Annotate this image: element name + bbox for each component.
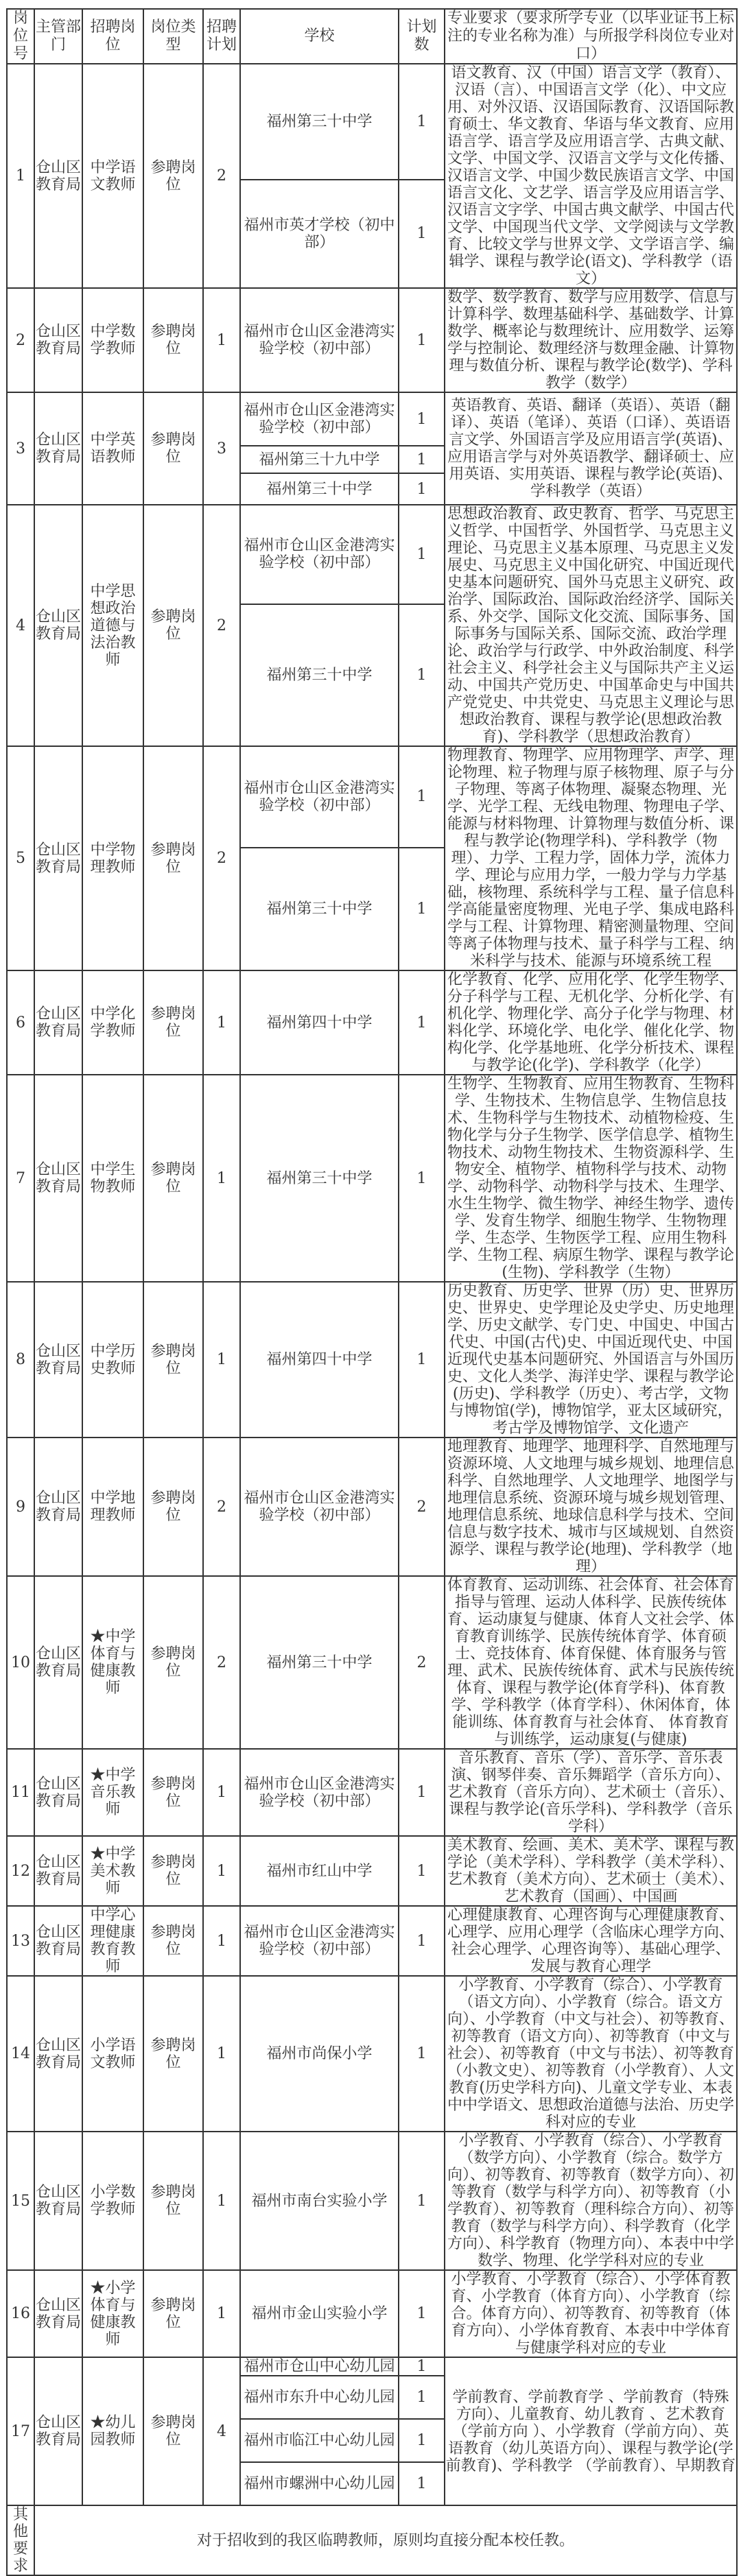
dept: 仓山区教育局 — [34, 2270, 82, 2357]
school-count: 1 — [399, 746, 445, 848]
school-count: 1 — [399, 1749, 445, 1836]
school-count: 1 — [399, 848, 445, 970]
school: 福州市仓山区金港湾实验学校（初中部） — [240, 1438, 399, 1576]
school-count: 1 — [399, 288, 445, 392]
header-position: 招聘岗位 — [82, 9, 143, 64]
school-count: 1 — [399, 392, 445, 446]
school: 福州第四十中学 — [240, 1282, 399, 1438]
school-count: 2 — [399, 1576, 445, 1749]
major-requirements: 体育教育、运动训练、社会体育、社会体育指导与管理、运动人体科学、民族传统体育、运动康复与健康、体育人文社会学、体育教育训练学、民族传统体育学、体育硕士、竞技体育、体育保健、体育服务与管理、武术、民族传统体育、武术与民族传统体育、课程与教学论(体育学科)、体育教学、学科教学（体育学科）、休闲体育，体能训练、体育教育与社会体育、 体育教育与训练学，运动康复(与健康) — [445, 1576, 737, 1749]
school-count: 1 — [399, 446, 445, 473]
post-type: 参聘岗位 — [143, 970, 203, 1075]
school: 福州市仓山区金港湾实验学校（初中部） — [240, 1749, 399, 1836]
post-type: 参聘岗位 — [143, 2357, 203, 2505]
post-no: 6 — [7, 970, 34, 1075]
table-row — [7, 288, 737, 392]
school-count: 1 — [399, 2462, 445, 2505]
dept: 仓山区教育局 — [34, 1906, 82, 1976]
post-type: 参聘岗位 — [143, 64, 203, 288]
major-requirements: 英语教育、英语、翻译（英语）、英语（翻译）、英语（笔译）、英语（口译）、英语语言文学、外国语言学及应用语言学(英语)、应用语言学与对外英语教学、翻译硕士、应用英语、实用英语、课程与教学论(英语)、学科教学（英语） — [445, 392, 737, 505]
table-row — [7, 2132, 737, 2270]
school: 福州市仓山中心幼儿园 — [240, 2357, 399, 2376]
post-no: 1 — [7, 64, 34, 288]
header-post-no: 岗位号 — [7, 9, 34, 64]
plan: 1 — [203, 288, 240, 392]
position: 中学生物教师 — [82, 1075, 143, 1282]
school-count: 1 — [399, 2376, 445, 2419]
position: 中学历史教师 — [82, 1282, 143, 1438]
table-row — [7, 64, 737, 180]
plan: 1 — [203, 1749, 240, 1836]
school-count: 1 — [399, 180, 445, 288]
other-requirements-label: 其他要求 — [7, 2505, 34, 2575]
major-requirements: 小学教育、小学教育（综合）、小学体育教育、小学教育（体育方向）、小学教育（综合。体育方向）、初等教育、初等教育（体育方向）、小学体育教育、本表中中学体育与健康学科对应的专业 — [445, 2270, 737, 2357]
school: 福州市英才学校（初中部） — [240, 180, 399, 288]
plan: 2 — [203, 1438, 240, 1576]
post-type: 参聘岗位 — [143, 1836, 203, 1906]
school: 福州第三十中学 — [240, 64, 399, 180]
table-row — [7, 1075, 737, 1282]
plan: 1 — [203, 1075, 240, 1282]
position: ★中学体育与健康教师 — [82, 1576, 143, 1749]
major-requirements: 语文教育、汉（中国）语言文学（教育）、汉语（言）、中国语言文学（化）、中文应用、对外汉语、汉语国际教育、汉语国际教育硕士、华文教育、华语与华文教育、应用语言学、语言学及应用语言学、古典文献、文学、中国文学、汉语言文学与文化传播、汉语言文学、中国少数民族语言文学、中国语言文化、文艺学、语言学及应用语言学、汉语言文字学、中国古典文献学、中国古代文学、中国现当代文学、文学阅读与文学教育、比较文学与世界文学、文学语言学、编辑学、课程与教学论(语文)、学科教学（语文） — [445, 64, 737, 288]
school: 福州市尚保小学 — [240, 1976, 399, 2132]
table-row — [7, 1976, 737, 2132]
school: 福州市仓山区金港湾实验学校（初中部） — [240, 746, 399, 848]
major-requirements: 学前教育、学前教育学 、学前教育（特殊方向）、儿童教育、幼儿教育 、艺术教育（学前方向 ）、小学教育（学前方向）、英语教育（幼儿英语方向）、课程与教学论(学前教育)、学科教学 （学前教育）、早期教育 — [445, 2357, 737, 2505]
table-row — [7, 746, 737, 848]
school: 福州市仓山区金港湾实验学校（初中部） — [240, 392, 399, 446]
major-requirements: 地理教育、地理学、地理科学、自然地理与资源环境、人文地理与城乡规划、地理信息科学、自然地理学、人文地理学、地图学与地理信息系统、资源环境与城乡规划管理、地理信息系统、地球信息科学与技术、空间信息与数字技术、城市与区域规划、自然资源学、课程与教学论(地理)、学科教学（地理） — [445, 1438, 737, 1576]
position: 中学地理教师 — [82, 1438, 143, 1576]
major-requirements: 美术教育、绘画、美术、美术学、课程与教学论（美术学科）、学科教学（美术学科）、艺术教育（美术方向）、艺术硕士（美术）、艺术教育（国画）、中国画 — [445, 1836, 737, 1906]
post-type: 参聘岗位 — [143, 392, 203, 505]
school-count: 1 — [399, 2419, 445, 2462]
table-row — [7, 970, 737, 1075]
table-row — [7, 392, 737, 446]
school-count: 1 — [399, 64, 445, 180]
position: 中学化学教师 — [82, 970, 143, 1075]
post-type: 参聘岗位 — [143, 1438, 203, 1576]
header-dept: 主管部门 — [34, 9, 82, 64]
school: 福州市南台实验小学 — [240, 2132, 399, 2270]
post-no: 2 — [7, 288, 34, 392]
plan: 1 — [203, 1282, 240, 1438]
plan: 1 — [203, 2132, 240, 2270]
table-row — [7, 1576, 737, 1749]
major-requirements: 音乐教育、音乐（学）、音乐学、音乐表演、钢琴伴奏、音乐舞蹈学（音乐方向）、艺术教育（音乐方向）、艺术硕士（音乐）、课程与教学论(音乐学科)、学科教学（音乐学科） — [445, 1749, 737, 1836]
school: 福州市东升中心幼儿园 — [240, 2376, 399, 2419]
header-post-type: 岗位类型 — [143, 9, 203, 64]
school: 福州市螺洲中心幼儿园 — [240, 2462, 399, 2505]
post-type: 参聘岗位 — [143, 288, 203, 392]
major-requirements: 小学教育、小学教育（综合）、小学教育（数学方向）、小学教育（综合。数学方向）、初等教育、初等教育（数学方向）、初等教育（数学与科学方向）、初等教育（小学教育）、初等教育（理科综合方向）、初等教育（数学与科学方向）、科学教育（化学方向）、科学教育（物理方向）、本表中中学数学、物理、化学学科对应的专业 — [445, 2132, 737, 2270]
table-row — [7, 1282, 737, 1438]
post-no: 13 — [7, 1906, 34, 1976]
position: ★幼儿园教师 — [82, 2357, 143, 2505]
school: 福州第四十中学 — [240, 970, 399, 1075]
post-no: 14 — [7, 1976, 34, 2132]
dept: 仓山区教育局 — [34, 1438, 82, 1576]
major-requirements: 物理教育、物理学、应用物理学、声学、理论物理、粒子物理与原子核物理、原子与分子物理、等离子体物理、凝聚态物理、光学、光学工程、无线电物理、物理电子学、能源与材料物理、计算物理与数值分析、课程与教学论(物理学科)、学科教学（物理）、力学、工程力学，固体力学，流体力学、理论与应用力学，一般力学与力学基础，核物理、系统科学与工程、量子信息科学高能量密度物理、光电子学、集成电路科学与工程、计算物理、精密测量物理、空间等离子体物理与技术、量子科学与工程、纳米科学与技术、能源与环境系统工程 — [445, 746, 737, 970]
header-major: 专业要求（要求所学专业（以毕业证书上标注的专业名称为准）与所报学科岗位专业对口） — [445, 9, 737, 64]
table-row — [7, 2270, 737, 2357]
dept: 仓山区教育局 — [34, 970, 82, 1075]
school-count: 1 — [399, 2270, 445, 2357]
school: 福州第三十中学 — [240, 1075, 399, 1282]
table-row — [7, 1749, 737, 1836]
position: ★小学体育与健康教师 — [82, 2270, 143, 2357]
school-count: 1 — [399, 970, 445, 1075]
plan: 1 — [203, 1836, 240, 1906]
school-count: 2 — [399, 1438, 445, 1576]
dept: 仓山区教育局 — [34, 1576, 82, 1749]
dept: 仓山区教育局 — [34, 505, 82, 746]
table-row — [7, 2357, 737, 2376]
post-type: 参聘岗位 — [143, 1075, 203, 1282]
other-requirements-text: 对于招收到的我区临聘教师，原则均直接分配本校任教。 — [34, 2505, 737, 2575]
post-type: 参聘岗位 — [143, 1576, 203, 1749]
post-no: 16 — [7, 2270, 34, 2357]
position: ★中学美术教师 — [82, 1836, 143, 1906]
post-type: 参聘岗位 — [143, 1749, 203, 1836]
other-requirements-row — [7, 2505, 737, 2575]
school-count: 1 — [399, 1836, 445, 1906]
school: 福州第三十中学 — [240, 1576, 399, 1749]
school-count: 1 — [399, 604, 445, 746]
school: 福州市红山中学 — [240, 1836, 399, 1906]
post-type: 参聘岗位 — [143, 2132, 203, 2270]
plan: 2 — [203, 64, 240, 288]
school: 福州市仓山区金港湾实验学校（初中部） — [240, 288, 399, 392]
major-requirements: 生物学、生物教育、应用生物教育、生物科学、生物技术、生物信息学、生物信息技术、生物科学与生物技术、动植物检疫、生物化学与分子生物学、医学信息学、植物生物技术、动物生物技术、生物资源科学、生物安全、植物学、植物科学与技术、动物学、动物科学、动物科学与技术、生理学、水生生物学、微生物学、神经生物学、遗传学、发育生物学、细胞生物学、生物物理学、生态学、生物医学工程、应用生物科学、生物工程、病原生物学、课程与教学论(生物)、学科教学（生物） — [445, 1075, 737, 1282]
post-type: 参聘岗位 — [143, 505, 203, 746]
recruitment-table — [6, 8, 738, 2576]
post-type: 参聘岗位 — [143, 1906, 203, 1976]
table-row — [7, 1836, 737, 1906]
post-no: 15 — [7, 2132, 34, 2270]
school: 福州市仓山区金港湾实验学校（初中部） — [240, 505, 399, 604]
dept: 仓山区教育局 — [34, 746, 82, 970]
post-no: 9 — [7, 1438, 34, 1576]
position: ★中学音乐教师 — [82, 1749, 143, 1836]
header-row — [7, 9, 737, 64]
post-type: 参聘岗位 — [143, 2270, 203, 2357]
post-no: 17 — [7, 2357, 34, 2505]
dept: 仓山区教育局 — [34, 392, 82, 505]
plan: 3 — [203, 392, 240, 505]
dept: 仓山区教育局 — [34, 1749, 82, 1836]
header-school: 学校 — [240, 9, 399, 64]
dept: 仓山区教育局 — [34, 1836, 82, 1906]
school-count: 1 — [399, 2357, 445, 2376]
post-no: 7 — [7, 1075, 34, 1282]
major-requirements: 心理健康教育、心理咨询与心理健康教育、心理学、应用心理学（含临床心理学方向、社会心理学、心理咨询等）、基础心理学、发展与教育心理学 — [445, 1906, 737, 1976]
position: 中学物理教师 — [82, 746, 143, 970]
dept: 仓山区教育局 — [34, 1976, 82, 2132]
major-requirements: 历史教育、历史学、世界（历）史、世界历史、世界史、史学理论及史学史、历史地理学、历史文献学、专门史、中国史、中国古代史、中国(古代)史、中国近现代史、中国近现代史基本问题研究、外国语言与外国历史、文化人类学、海洋史学、课程与教学论(历史)、学科教学（历史）、考古学，文物与博物馆(学)，博物馆学，亚太区域研究，考古学及博物馆学、文化遗产 — [445, 1282, 737, 1438]
post-no: 8 — [7, 1282, 34, 1438]
position: 小学数学教师 — [82, 2132, 143, 2270]
plan: 1 — [203, 1906, 240, 1976]
school-count: 1 — [399, 1976, 445, 2132]
position: 小学语文教师 — [82, 1976, 143, 2132]
position: 中学心理健康教育教师 — [82, 1906, 143, 1976]
dept: 仓山区教育局 — [34, 64, 82, 288]
school-count: 1 — [399, 473, 445, 505]
plan: 2 — [203, 1576, 240, 1749]
dept: 仓山区教育局 — [34, 1282, 82, 1438]
position: 中学语文教师 — [82, 64, 143, 288]
school: 福州第三十九中学 — [240, 446, 399, 473]
post-no: 10 — [7, 1576, 34, 1749]
table-row — [7, 505, 737, 604]
school: 福州第三十中学 — [240, 604, 399, 746]
post-no: 3 — [7, 392, 34, 505]
school-count: 1 — [399, 2132, 445, 2270]
dept: 仓山区教育局 — [34, 1075, 82, 1282]
school: 福州市仓山区金港湾实验学校（初中部） — [240, 1906, 399, 1976]
post-no: 11 — [7, 1749, 34, 1836]
plan: 2 — [203, 505, 240, 746]
major-requirements: 化学教育、化学、应用化学、化学生物学、分子科学与工程、无机化学、分析化学、有机化学、物理化学、高分子化学与物理、材料化学、环境化学、电化学、催化化学、物构化学、化学基地班、化学分析技术、课程与教学论(化学)、学科教学（化学） — [445, 970, 737, 1075]
major-requirements: 小学教育、小学教育（综合）、小学教育（语文方向）、小学教育（综合。语文方向）、小学教育（中文与社会）、初等教育、初等教育（语文方向）、初等教育（中文与社会）、初等教育（中文与书法）、初等教育（小教文史）、初等教育（小学教育）、人文教育(历史学科方向)、儿童文学专业、本表中中学语文、思想政治道德与法治、历史学科对应的专业 — [445, 1976, 737, 2132]
plan: 1 — [203, 2270, 240, 2357]
position: 中学思想政治道德与法治教师 — [82, 505, 143, 746]
header-plan: 招聘计划 — [203, 9, 240, 64]
major-requirements: 思想政治教育、政史教育、哲学、马克思主义哲学、中国哲学、外国哲学、马克思主义理论、马克思主义基本原理、马克思主义发展史、马克思主义中国化研究、中国近现代史基本问题研究、国外马克思主义研究、政治学、国际政治、国际政治经济学、国际关系、外交学、国际文化交流、国际事务、国际事务与国际关系、国际交流、政治学理论、政治学与行政学、中外政治制度、科学社会主义、科学社会主义与国际共产主义运动、中国共产党历史、中国革命史与中国共产党党史、中共党史、马克思主义理论与思想政治教育、课程与教学论(思想政治教育)、学科教学（思想政治教育） — [445, 505, 737, 746]
position: 中学英语教师 — [82, 392, 143, 505]
dept: 仓山区教育局 — [34, 2132, 82, 2270]
plan: 4 — [203, 2357, 240, 2505]
dept: 仓山区教育局 — [34, 2357, 82, 2505]
school: 福州第三十中学 — [240, 473, 399, 505]
school-count: 1 — [399, 505, 445, 604]
position: 中学数学教师 — [82, 288, 143, 392]
post-no: 5 — [7, 746, 34, 970]
post-type: 参聘岗位 — [143, 746, 203, 970]
plan: 1 — [203, 970, 240, 1075]
plan: 1 — [203, 1976, 240, 2132]
post-type: 参聘岗位 — [143, 1976, 203, 2132]
table-row — [7, 1906, 737, 1976]
post-no: 4 — [7, 505, 34, 746]
post-no: 12 — [7, 1836, 34, 1906]
major-requirements: 数学、数学教育、数学与应用数学、信息与计算科学、数理基础科学、基础数学、计算数学、概率论与数理统计、应用数学、运筹学与控制论、数理经济与数理金融、计算物理与数值分析、课程与教学论(数学)、学科教学（数学） — [445, 288, 737, 392]
header-school-plan: 计划数 — [399, 9, 445, 64]
post-type: 参聘岗位 — [143, 1282, 203, 1438]
school: 福州第三十中学 — [240, 848, 399, 970]
school-count: 1 — [399, 1906, 445, 1976]
dept: 仓山区教育局 — [34, 288, 82, 392]
table-row — [7, 1438, 737, 1576]
school: 福州市临江中心幼儿园 — [240, 2419, 399, 2462]
school-count: 1 — [399, 1075, 445, 1282]
school: 福州市金山实验小学 — [240, 2270, 399, 2357]
school-count: 1 — [399, 1282, 445, 1438]
plan: 2 — [203, 746, 240, 970]
